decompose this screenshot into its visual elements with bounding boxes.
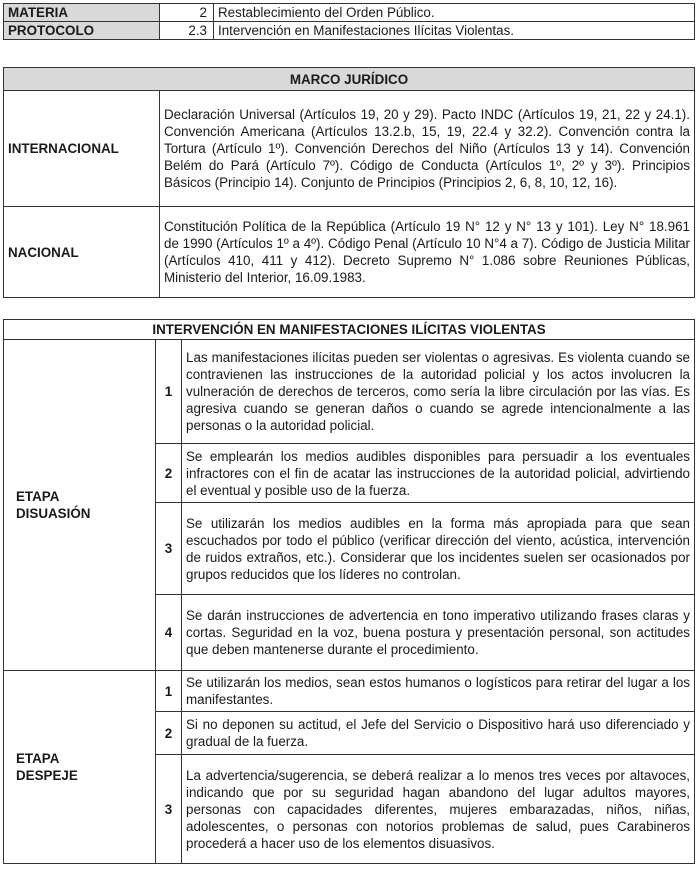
stage-label-line: DISUASIÓN bbox=[16, 506, 91, 521]
table-row bbox=[4, 671, 695, 712]
nacional-label: NACIONAL bbox=[4, 207, 160, 298]
header-row-materia bbox=[4, 4, 695, 22]
table-row bbox=[4, 340, 695, 444]
item-number: 2 bbox=[156, 444, 182, 503]
intervencion-table bbox=[3, 319, 695, 864]
marco-juridico-table bbox=[3, 67, 695, 298]
materia-label: MATERIA bbox=[4, 4, 160, 22]
header-table bbox=[3, 3, 695, 40]
internacional-text: Declaración Universal (Artículos 19, 20 y 29). Pacto INDC (Artículos 19, 21, 22 y 24.1). Convención Americana (Artículos 13.2.b, 15, 19, 22.4 y 32.2). Convención contra la Tortura (Artículo 1º). Convención Derechos del Niño (Artículos 13 y 14). Convención Belém do Pará (Artículo 7º). Código de Conducta (Artículos 1º, 2º y 3º). Principios Básicos (Principio 14). Conjunto de Principios (Principios 2, 6, 8, 10, 12, 16). bbox=[160, 91, 695, 207]
protocolo-number: 2.3 bbox=[160, 22, 214, 40]
nacional-text: Constitución Política de la República (Artículo 19 N° 12 y N° 13 y 101). Ley N° 18.961 de 1990 (Artículos 1º a 4º). Código Penal (Artículo 10 N°4 a 7). Código de Justicia Militar (Artículos 410, 411 y 412). Decreto Supremo N° 1.086 sobre Reuniones Públicas, Ministerio del Interior, 16.09.1983. bbox=[160, 207, 695, 298]
marco-row-nacional bbox=[4, 207, 695, 298]
item-text: Se utilizarán los medios audibles en la forma más apropiada para que sean escuchados por todo el público (verificar dirección del viento, acústica, intervención de ruidos extraños, etc.). Considerar que los incidentes suelen ser ocasionados por grupos reducidos que los líderes no controlan. bbox=[182, 503, 695, 595]
stage-label-despeje bbox=[4, 671, 156, 864]
materia-text: Restablecimiento del Orden Público. bbox=[214, 4, 695, 22]
stage-label-line: ETAPA bbox=[16, 489, 60, 504]
item-text: La advertencia/sugerencia, se deberá realizar a lo menos tres veces por altavoces, indicando que por su seguridad hagan abandono del lugar adultos mayores, personas con capacidades diferentes, mujeres embarazadas, niños, niñas, adolescentes, o personas con notorios problemas de salud, pues Carabineros procederá a hacer uso de los elementos disuasivos. bbox=[182, 755, 695, 864]
item-number: 1 bbox=[156, 340, 182, 444]
item-text: Si no deponen su actitud, el Jefe del Servicio o Dispositivo hará uso diferenciado y gradual de la fuerza. bbox=[182, 712, 695, 755]
item-text: Se emplearán los medios audibles disponibles para persuadir a los eventuales infractores con el fin de acatar las instrucciones de la autoridad policial, advirtiendo el eventual y posible uso de la fuerza. bbox=[182, 444, 695, 503]
internacional-label: INTERNACIONAL bbox=[4, 91, 160, 207]
intervencion-title: INTERVENCIÓN EN MANIFESTACIONES ILÍCITAS VIOLENTAS bbox=[4, 320, 695, 340]
intervencion-title-row bbox=[4, 320, 695, 340]
protocolo-text: Intervención en Manifestaciones Ilícitas Violentas. bbox=[214, 22, 695, 40]
item-number: 2 bbox=[156, 712, 182, 755]
item-text: Se utilizarán los medios, sean estos humanos o logísticos para retirar del lugar a los manifestantes. bbox=[182, 671, 695, 712]
stage-label-line: DESPEJE bbox=[16, 768, 78, 783]
marco-row-internacional bbox=[4, 91, 695, 207]
stage-label-line: ETAPA bbox=[16, 751, 60, 766]
marco-title-row bbox=[4, 68, 695, 91]
header-row-protocolo bbox=[4, 22, 695, 40]
protocolo-label: PROTOCOLO bbox=[4, 22, 160, 40]
marco-title: MARCO JURÍDICO bbox=[4, 68, 695, 91]
item-number: 3 bbox=[156, 755, 182, 864]
item-number: 3 bbox=[156, 503, 182, 595]
item-number: 1 bbox=[156, 671, 182, 712]
item-text: Las manifestaciones ilícitas pueden ser violentas o agresivas. Es violenta cuando se contravienen las instrucciones de la autoridad policial y los actos involucren la vulneración de derechos de terceros, como sería la libre circulación por las vías. Es agresiva cuando se generan daños o cuando se agrede intencionalmente a las personas o la autoridad policial. bbox=[182, 340, 695, 444]
stage-label-disuasion bbox=[4, 340, 156, 671]
item-text: Se darán instrucciones de advertencia en tono imperativo utilizando frases claras y cortas. Seguridad en la voz, buena postura y presentación personal, son actitudes que deben mantenerse durante el procedimiento. bbox=[182, 595, 695, 671]
item-number: 4 bbox=[156, 595, 182, 671]
materia-number: 2 bbox=[160, 4, 214, 22]
